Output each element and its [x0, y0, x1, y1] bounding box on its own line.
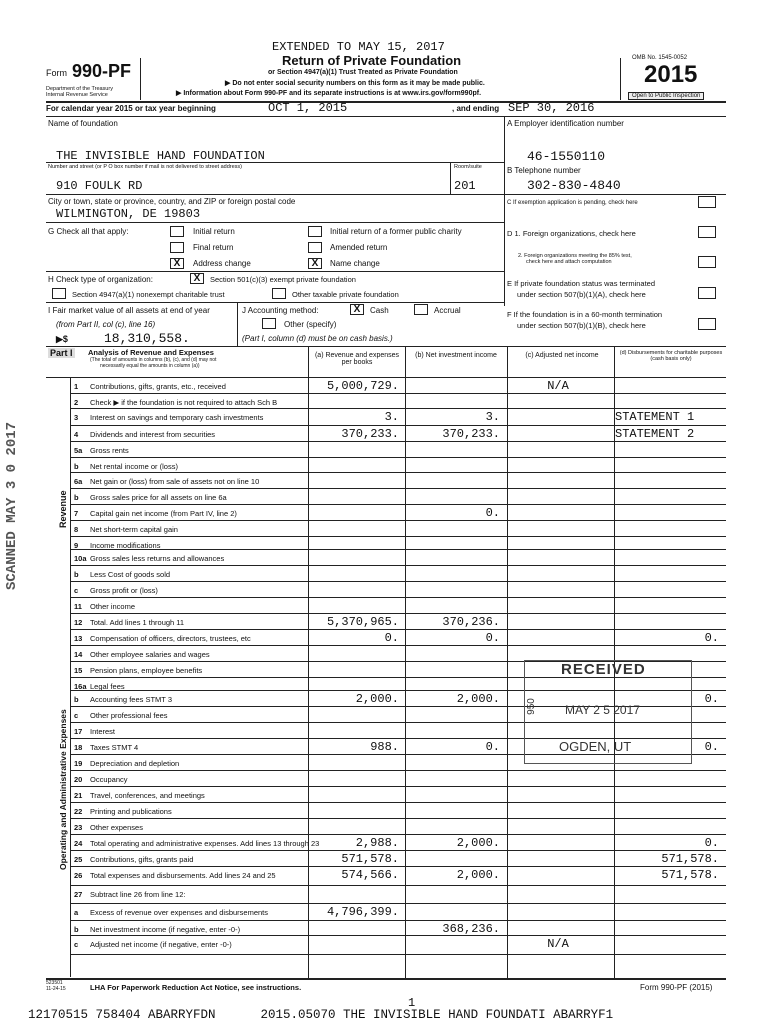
footer-line: 12170515 758404 ABARRYFDN 2015.05070 THE INVISIBLE HAND FOUNDATI ABARRYF1 [28, 1008, 614, 1022]
row-label: Capital gain net income (from Part IV, line 2) [90, 509, 237, 518]
street-label: Number and street (or P O box number if mail is not delivered to street address) [48, 164, 243, 170]
h-label: H Check type of organization: [48, 275, 153, 284]
revenue-side-label: Revenue [58, 490, 68, 528]
row-value-d[interactable]: 0. [704, 692, 719, 706]
e2-label: under section 507(b)(1)(A), check here [517, 290, 646, 299]
row-value-a[interactable]: 370,233. [341, 427, 399, 441]
row-label: Gross sales less returns and allowances [90, 554, 225, 563]
h2-label: Section 4947(a)(1) nonexempt charitable trust [72, 290, 225, 299]
amended-return-checkbox[interactable] [308, 242, 322, 253]
row-number: 16a [74, 682, 87, 691]
irs-label: Internal Revenue Service [46, 92, 108, 98]
stamp-received-text: RECEIVED [561, 661, 646, 678]
row-label: Total expenses and disbursements. Add lines 24 and 25 [90, 871, 276, 880]
row-number: 23 [74, 823, 83, 832]
row-number: 2 [74, 398, 79, 407]
foundation-name-label: Name of foundation [48, 119, 118, 128]
row-label: Contributions, gifts, grants, etc., received [90, 382, 226, 391]
form-sub1: or Section 4947(a)(1) Trust Treated as Private Foundation [268, 69, 458, 76]
row-label: Travel, conferences, and meetings [90, 791, 205, 800]
form-sub3: ▶ Information about Form 990-PF and its separate instructions is at www.irs.gov/form990pf. [176, 90, 482, 97]
row-label: Other expenses [90, 823, 143, 832]
row-number: 3 [74, 413, 79, 422]
row-number: 24 [74, 839, 83, 848]
row-value-d[interactable]: 571,578. [661, 868, 719, 882]
row-divider [70, 425, 726, 426]
expenses-side-label: Operating and Administrative Expenses [58, 709, 68, 870]
amended-return-label: Amended return [330, 243, 388, 252]
row-divider [70, 565, 726, 566]
row-divider [70, 393, 726, 394]
row-divider [70, 597, 726, 598]
row-label: Net short-term capital gain [90, 525, 178, 534]
name-change-checkbox[interactable]: X [308, 258, 322, 269]
row-number: b [74, 462, 79, 471]
row-divider [70, 488, 726, 489]
row-label: Printing and publications [90, 807, 172, 816]
row-divider [70, 613, 726, 614]
row-label: Occupancy [90, 775, 128, 784]
row-number: 4 [74, 430, 79, 439]
row-divider [70, 629, 726, 630]
row-divider [70, 549, 726, 550]
row-divider [70, 536, 726, 537]
row-label: Total operating and administrative expenses. Add lines 13 through 23 [90, 839, 320, 848]
row-label: Interest on savings and temporary cash investments [90, 413, 264, 422]
row-value-d[interactable]: 0. [704, 631, 719, 645]
row-number: a [74, 908, 79, 917]
row-number: 6a [74, 477, 83, 486]
row-divider [70, 645, 726, 646]
row-label: Net investment income (if negative, enter -0-) [90, 925, 241, 934]
row-number: 25 [74, 855, 83, 864]
phone: 302-830-4840 [527, 178, 621, 193]
row-label: Pension plans, employee benefits [90, 666, 203, 675]
row-label: Excess of revenue over expenses and disbursements [90, 908, 269, 917]
row-label: Other professional fees [90, 711, 168, 720]
form-prefix: Form [46, 68, 67, 78]
stamp-date: MAY 2 5 2017 [565, 703, 640, 717]
city: WILMINGTON, DE 19803 [56, 207, 201, 221]
initial-return-checkbox[interactable] [170, 226, 184, 237]
row-number: 11 [74, 602, 82, 611]
row-value-a[interactable]: 5,000,729. [326, 379, 399, 393]
row-number: b [74, 570, 79, 579]
row-number: b [74, 493, 79, 502]
page-number: 1 [408, 996, 416, 1010]
d2a-label: 2. Foreign organizations meeting the 85% test, [518, 253, 632, 259]
row-label: Total. Add lines 1 through 11 [90, 618, 185, 627]
cash-label: Cash [370, 306, 389, 315]
row-value-b[interactable]: 368,236. [442, 922, 500, 936]
tax-year: 2015 [644, 61, 698, 88]
e-checkbox[interactable] [698, 287, 716, 299]
row-value-c[interactable]: N/A [547, 379, 569, 393]
footer-code: 523501 11-24-15 [46, 980, 66, 992]
row-label: Dividends and interest from securities [90, 430, 216, 439]
row-divider [70, 520, 726, 521]
row-label: Net rental income or (loss) [90, 462, 178, 471]
row-label: Check ▶ if the foundation is not required to attach Sch B [90, 398, 278, 407]
row-value-d[interactable]: 0. [704, 836, 719, 850]
scanned-stamp: SCANNED MAY 3 0 2017 [4, 421, 20, 590]
h1-checkbox[interactable]: X [190, 273, 204, 284]
part-subtitle2: necessarily equal the amounts in column (a)) [100, 363, 200, 369]
d2b-label: check here and attach computation [526, 259, 612, 265]
open-to-inspection: Open to Public Inspection [628, 92, 704, 100]
row-number: 17 [74, 727, 83, 736]
city-label: City or town, state or province, country, and ZIP or foreign postal code [48, 197, 296, 206]
f2-label: under section 507(b)(1)(B), check here [517, 321, 646, 330]
initial-former-label: Initial return of a former public charity [330, 227, 462, 236]
row-number: c [74, 940, 79, 949]
row-value-b[interactable]: 370,236. [442, 615, 500, 629]
row-value-b[interactable]: 2,000. [456, 692, 500, 706]
final-return-checkbox[interactable] [170, 242, 184, 253]
row-label: Subtract line 26 from line 12: [90, 890, 186, 899]
row-value-a[interactable]: 988. [370, 740, 399, 754]
row-value-a[interactable]: 2,988. [355, 836, 399, 850]
foundation-name: THE INVISIBLE HAND FOUNDATION [56, 149, 265, 163]
row-number: 14 [74, 650, 83, 659]
h3-checkbox[interactable] [272, 288, 286, 299]
row-number: 10a [74, 554, 87, 563]
row-value-c[interactable]: N/A [547, 937, 569, 951]
row-divider [70, 457, 726, 458]
initial-return-label: Initial return [193, 227, 235, 236]
part-label: Part I [50, 348, 73, 358]
row-divider [70, 472, 726, 473]
row-label: Gross profit or (loss) [90, 586, 158, 595]
row-label: Other income [90, 602, 136, 611]
row-label: Gross rents [90, 446, 129, 455]
j-label: J Accounting method: [242, 306, 319, 315]
row-number: 12 [74, 618, 83, 627]
form-number: 990-PF [72, 61, 132, 81]
row-number: 18 [74, 743, 83, 752]
other-method-label: Other (specify) [284, 320, 337, 329]
row-divider [70, 866, 726, 867]
row-divider [70, 935, 726, 936]
c-checkbox[interactable] [698, 196, 716, 208]
received-stamp [524, 660, 692, 764]
omb-number: OMB No. 1545-0052 [632, 55, 688, 61]
col-b-header: (b) Net investment income [415, 352, 497, 359]
row-label: Compensation of officers, directors, trustees, etc [90, 634, 251, 643]
row-label: Net gain or (loss) from sale of assets not on line 10 [90, 477, 260, 486]
row-label: Interest [90, 727, 116, 736]
address-change-checkbox[interactable]: X [170, 258, 184, 269]
row-divider [70, 770, 726, 771]
row-number: 8 [74, 525, 79, 534]
ending-label: , and ending [452, 104, 500, 113]
h1-label: Section 501(c)(3) exempt private foundation [210, 275, 356, 284]
row-number: c [74, 711, 79, 720]
d1-label: D 1. Foreign organizations, check here [507, 229, 636, 238]
cash-checkbox[interactable]: X [350, 304, 364, 315]
name-change-label: Name change [330, 259, 380, 268]
row-value-b[interactable]: 2,000. [456, 868, 500, 882]
col-d-header: (d) Disbursements for charitable purposes (cash basis only) [619, 350, 723, 362]
final-return-label: Final return [193, 243, 234, 252]
row-value-a[interactable]: 2,000. [355, 692, 399, 706]
row-value-b[interactable]: 0. [485, 631, 500, 645]
part-subtitle1: (The total of amounts in columns (b), (c), and (d) may not [90, 357, 217, 363]
form-sub2: ▶ Do not enter social security numbers on this form as it may be made public. [225, 80, 485, 87]
row-value-b[interactable]: 3. [485, 410, 500, 424]
row-number: 22 [74, 807, 83, 816]
stamp-city: OGDEN, UT [559, 739, 632, 754]
ein: 46-1550110 [527, 149, 606, 164]
row-label: Less Cost of goods sold [90, 570, 171, 579]
row-divider [70, 581, 726, 582]
h2-checkbox[interactable] [52, 288, 66, 299]
accrual-label: Accrual [434, 306, 461, 315]
row-value-a[interactable]: 5,370,965. [326, 615, 399, 629]
row-value-d[interactable]: STATEMENT 1 [615, 410, 695, 424]
row-number: 26 [74, 871, 83, 880]
footer-lha: LHA For Paperwork Reduction Act Notice, see instructions. [90, 983, 302, 992]
initial-former-checkbox[interactable] [308, 226, 322, 237]
row-number: 21 [74, 791, 83, 800]
row-divider [70, 834, 726, 835]
row-number: 9 [74, 541, 79, 550]
row-value-a[interactable]: 4,796,399. [326, 905, 399, 919]
row-value-d[interactable]: 0. [704, 740, 719, 754]
row-label: Depreciation and depletion [90, 759, 180, 768]
row-number: b [74, 695, 79, 704]
row-divider [70, 818, 726, 819]
row-number: b [74, 925, 79, 934]
j-note: (Part I, column (d) must be on cash basis.) [242, 334, 393, 343]
col-a-header: (a) Revenue and expenses per books [314, 352, 400, 366]
row-divider [70, 954, 726, 955]
form-title: Return of Private Foundation [282, 53, 462, 68]
d1-checkbox[interactable] [698, 226, 716, 238]
row-value-d[interactable]: STATEMENT 2 [615, 427, 695, 441]
row-label: Adjusted net income (if negative, enter -0-) [90, 940, 232, 949]
fair-market-value: 18,310,558. [104, 331, 190, 346]
row-number: c [74, 586, 79, 595]
room-label: Room/suite [454, 164, 482, 170]
row-value-b[interactable]: 2,000. [456, 836, 500, 850]
row-divider [70, 802, 726, 803]
ein-label: A Employer identification number [507, 119, 624, 128]
f1-label: F If the foundation is in a 60-month termination [507, 310, 663, 319]
row-number: 20 [74, 775, 83, 784]
row-number: 7 [74, 509, 79, 518]
g-label: G Check all that apply: [48, 227, 129, 236]
row-value-a[interactable]: 0. [384, 631, 399, 645]
row-value-d[interactable]: 571,578. [661, 852, 719, 866]
row-value-a[interactable]: 574,566. [341, 868, 399, 882]
row-number: 5a [74, 446, 83, 455]
tax-year-begin: OCT 1, 2015 [268, 101, 348, 115]
room-suite: 201 [454, 179, 476, 193]
row-label: Gross sales price for all assets on line 6a [90, 493, 227, 502]
row-number: 13 [74, 634, 83, 643]
footer-form: Form 990-PF (2015) [640, 983, 713, 992]
c-label: C If exemption application is pending, check here [507, 200, 638, 206]
f-checkbox[interactable] [698, 318, 716, 330]
row-value-b[interactable]: 370,233. [442, 427, 500, 441]
other-method-checkbox[interactable] [262, 318, 276, 329]
row-divider [70, 504, 726, 505]
address-change-label: Address change [193, 259, 251, 268]
i-label1: I Fair market value of all assets at end of year [48, 306, 210, 315]
extended-note: EXTENDED TO MAY 15, 2017 [272, 40, 445, 54]
row-divider [70, 786, 726, 787]
row-number: 15 [74, 666, 83, 675]
row-label: Contributions, gifts, grants paid [90, 855, 194, 864]
row-label: Accounting fees STMT 3 [90, 695, 172, 704]
row-number: 19 [74, 759, 83, 768]
row-divider [70, 441, 726, 442]
h3-label: Other taxable private foundation [292, 290, 399, 299]
tax-year-end: SEP 30, 2016 [508, 101, 595, 115]
street: 910 FOULK RD [56, 179, 143, 193]
row-value-b[interactable]: 0. [485, 740, 500, 754]
row-divider [70, 850, 726, 851]
department: Department of the Treasury [46, 86, 113, 92]
stamp-code: 950 [525, 698, 537, 715]
part-title: Analysis of Revenue and Expenses [88, 348, 214, 357]
row-number: 27 [74, 890, 83, 899]
row-value-a[interactable]: 571,578. [341, 852, 399, 866]
i-dollar: ▶$ [56, 334, 68, 344]
row-label: Other employee salaries and wages [90, 650, 210, 659]
e1-label: E If private foundation status was terminated [507, 279, 655, 288]
i-label2: (from Part II, col (c), line 16) [56, 320, 156, 329]
row-number: 1 [74, 382, 79, 391]
phone-label: B Telephone number [507, 166, 581, 175]
col-c-header: (c) Adjusted net income [525, 352, 599, 359]
row-divider [70, 408, 726, 409]
accrual-checkbox[interactable] [414, 304, 428, 315]
calendar-label: For calendar year 2015 or tax year beginning [46, 104, 216, 113]
row-label: Income modifications [90, 541, 161, 550]
row-label: Taxes STMT 4 [90, 743, 139, 752]
row-label: Legal fees [90, 682, 125, 691]
row-divider [70, 903, 726, 904]
row-value-b[interactable]: 0. [485, 506, 500, 520]
row-value-a[interactable]: 3. [384, 410, 399, 424]
row-divider [70, 885, 726, 886]
row-divider [70, 920, 726, 921]
d2-checkbox[interactable] [698, 256, 716, 268]
